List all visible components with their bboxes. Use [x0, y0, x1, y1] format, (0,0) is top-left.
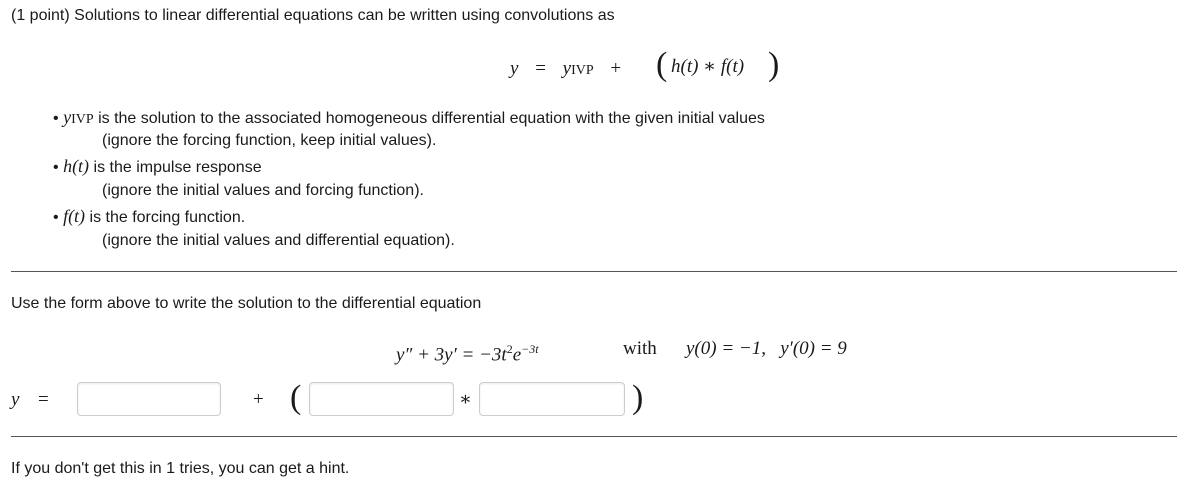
with-word: with — [623, 338, 657, 359]
divider-bottom — [11, 436, 1177, 437]
formula-lhs: y — [510, 58, 519, 79]
answer-equals: = — [38, 389, 49, 410]
answer-lhs: y — [11, 389, 20, 410]
formula-open-paren: ( — [656, 46, 668, 83]
bullet-3-note: (ignore the initial values and differential equation). — [102, 232, 455, 249]
formula — [510, 58, 633, 82]
answer-star: ∗ — [459, 389, 472, 410]
equation-t-exponent: 2 — [506, 342, 513, 356]
answer-plus: + — [253, 389, 264, 410]
formula-equals: = — [535, 58, 546, 79]
bullet-1-note: (ignore the forcing function, keep initial values). — [102, 132, 437, 149]
bullet-1 — [53, 106, 765, 131]
bullet-dot-icon: • — [53, 159, 59, 176]
y-ivp-answer-input[interactable] — [77, 382, 221, 416]
equation-lhs: y″ + 3y′ = −3t — [396, 344, 507, 366]
divider-top — [11, 271, 1177, 272]
h-answer-input[interactable] — [309, 382, 454, 416]
initial-conditions: y(0) = −1, y′(0) = 9 — [686, 338, 847, 359]
formula-close-paren: ) — [768, 46, 780, 83]
formula-y-ivp: yIVP — [562, 58, 594, 79]
bullet-dot-icon: • — [53, 209, 59, 226]
bullet-1-symbol: yIVP — [63, 107, 94, 127]
task-instruction: Use the form above to write the solution to the differential equation — [11, 295, 482, 312]
bullet-3-text: is the forcing function. — [89, 209, 246, 226]
f-answer-input[interactable] — [479, 382, 625, 416]
problem-intro: (1 point) Solutions to linear differential equations can be written using convolutions as — [11, 7, 615, 24]
bullet-3-symbol: f(t) — [63, 206, 86, 226]
bullet-dot-icon: • — [53, 110, 59, 127]
formula-plus: + — [610, 58, 622, 79]
formula-convolution: h(t) ∗ f(t) — [671, 56, 745, 77]
equation-exp-base: e — [512, 344, 522, 366]
bullet-2-note: (ignore the initial values and forcing function). — [102, 182, 424, 199]
bullet-2 — [53, 155, 262, 178]
differential-equation — [396, 338, 539, 366]
hint-text: If you don't get this in 1 tries, you can get a hint. — [11, 460, 350, 477]
bullet-2-text: is the impulse response — [93, 159, 262, 176]
bullet-1-text: is the solution to the associated homogeneous differential equation with the given initial values — [98, 110, 765, 127]
bullet-2-symbol: h(t) — [63, 156, 90, 176]
answer-close-paren: ) — [632, 379, 644, 416]
answer-open-paren: ( — [290, 379, 302, 416]
equation-exp-power: −3t — [521, 342, 539, 356]
bullet-3 — [53, 205, 245, 228]
